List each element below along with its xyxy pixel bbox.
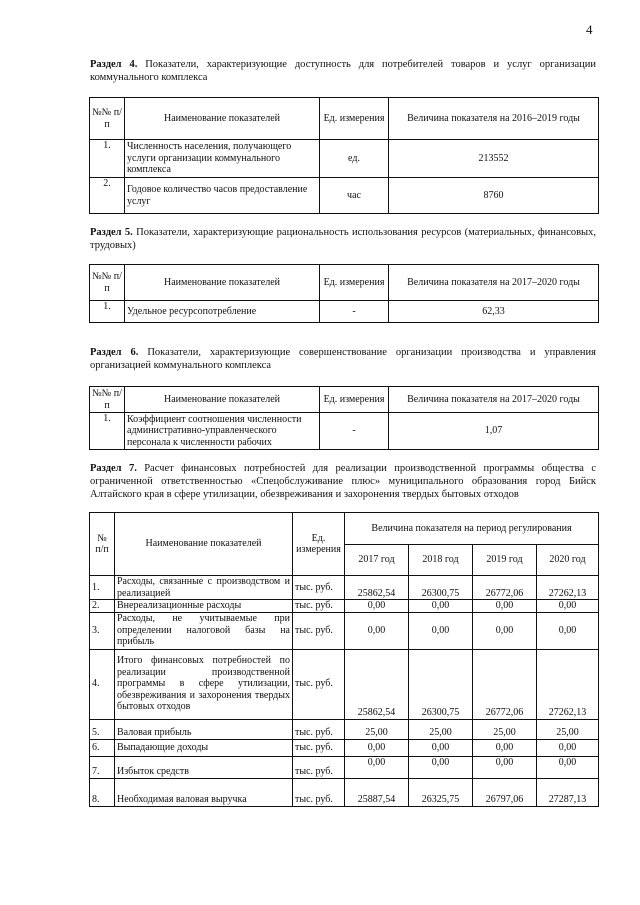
s7-row6-num: 6. [90,739,115,756]
s5-row1-unit: - [320,301,389,323]
s7-row3-v2018: 0,00 [409,612,473,649]
s7-row5-v2020: 25,00 [537,719,599,739]
section6-heading [90,346,596,372]
s6-row1-unit: - [320,413,389,450]
s7-year-2020: 2020 год [537,545,599,576]
table-row [90,413,599,450]
s6-row1-num: 1. [90,413,125,450]
s7-row4-name: Итого финансовых потребностей по реализации производственной программы в сфере утилизации, обезвреживания и захоронения твердых бытовых отходов [115,649,293,719]
s4-row1-num: 1. [90,140,125,178]
s7-row5-v2018: 25,00 [409,719,473,739]
s7-row2-unit: тыс. руб. [293,600,345,613]
s5-row1-name: Удельное ресурсопотребление [125,301,320,323]
s7-row4-v2019: 26772,06 [473,649,537,719]
s7-row8-unit: тыс. руб. [293,778,345,806]
table-row [90,719,599,739]
s7-row3-v2019: 0,00 [473,612,537,649]
table-row [90,301,599,323]
table-row [90,576,599,600]
s7-row3-unit: тыс. руб. [293,612,345,649]
s7-row7-name: Избыток средств [115,756,293,778]
s5-header-unit: Ед. измерения [320,265,389,301]
s5-header-value: Величина показателя на 2017–2020 годы [389,265,599,301]
s4-row1-value: 213552 [389,140,599,178]
s7-row6-unit: тыс. руб. [293,739,345,756]
s7-header-name: Наименование показателей [115,513,293,576]
section6-title: Раздел 6. [90,347,139,358]
s7-row1-v2020: 27262,13 [537,576,599,600]
section7-table [89,512,599,807]
s5-row1-num: 1. [90,301,125,323]
s6-header-num: №№ п/п [90,387,125,413]
table-row [90,612,599,649]
s7-row8-num: 8. [90,778,115,806]
s7-row4-v2020: 27262,13 [537,649,599,719]
table-row [90,778,599,806]
section7-heading [90,462,596,501]
section5-text: Показатели, характеризующие рациональность использования ресурсов (материальных, финансовых, трудовых) [90,227,596,251]
s7-row6-v2020: 0,00 [537,739,599,756]
section5-heading [90,226,596,252]
section6-text: Показатели, характеризующие совершенствование организации производства и управления организацией коммунального комплекса [90,347,596,371]
s7-row5-num: 5. [90,719,115,739]
s7-row2-v2017: 0,00 [345,600,409,613]
s4-row1-name: Численность населения, получающего услуги организации коммунального комплекса [125,140,320,178]
s7-row2-v2019: 0,00 [473,600,537,613]
section6-table [89,386,599,450]
s7-header-num: № п/п [90,513,115,576]
s4-row2-unit: час [320,178,389,214]
section4-heading [90,58,596,84]
s7-row5-unit: тыс. руб. [293,719,345,739]
s7-row7-v2020: 0,00 [537,756,599,778]
table-row [90,140,599,178]
s7-row4-num: 4. [90,649,115,719]
s4-header-name: Наименование показателей [125,98,320,140]
s7-row1-v2018: 26300,75 [409,576,473,600]
s7-row3-v2020: 0,00 [537,612,599,649]
table-row [90,739,599,756]
s4-header-num: №№ п/п [90,98,125,140]
s7-row3-name: Расходы, не учитываемые при определении налоговой базы на прибыль [115,612,293,649]
s4-header-unit: Ед. измерения [320,98,389,140]
s7-row6-v2018: 0,00 [409,739,473,756]
s7-row7-v2018: 0,00 [409,756,473,778]
s7-row8-v2017: 25887,54 [345,778,409,806]
s7-row2-v2020: 0,00 [537,600,599,613]
s7-row2-num: 2. [90,600,115,613]
s7-header-period: Величина показателя на период регулирования [345,513,599,545]
s7-row6-v2019: 0,00 [473,739,537,756]
s7-row8-v2018: 26325,75 [409,778,473,806]
s7-row2-name: Внереализационные расходы [115,600,293,613]
s6-row1-name: Коэффициент соотношения численности административно-управленческого персонала к численности рабочих [125,413,320,450]
s7-row4-unit: тыс. руб. [293,649,345,719]
s7-row7-v2017: 0,00 [345,756,409,778]
s7-row5-v2017: 25,00 [345,719,409,739]
s5-header-name: Наименование показателей [125,265,320,301]
section7-text: Расчет финансовых потребностей для реализации производственной программы общества с ограниченной ответственностью «Спецобслуживание плюс» муниципального образования город Бийск Алтайского края в сфере утилизации, обезвреживания и захоронения твердых бытовых отходов [90,463,596,500]
s4-row2-value: 8760 [389,178,599,214]
s7-row8-v2020: 27287,13 [537,778,599,806]
table-row [90,649,599,719]
s7-year-2017: 2017 год [345,545,409,576]
section4-text: Показатели, характеризующие доступность для потребителей товаров и услуг организации коммунального комплекса [90,59,596,83]
s6-header-value: Величина показателя на 2017–2020 годы [389,387,599,413]
s7-row4-v2017: 25862,54 [345,649,409,719]
s7-row1-v2017: 25862,54 [345,576,409,600]
table-row [90,178,599,214]
s7-row1-name: Расходы, связанные с производством и реализацией [115,576,293,600]
s7-row1-num: 1. [90,576,115,600]
section5-title: Раздел 5. [90,227,133,238]
page-number: 4 [586,22,593,37]
s7-year-2019: 2019 год [473,545,537,576]
s4-row1-unit: ед. [320,140,389,178]
s7-row1-v2019: 26772,06 [473,576,537,600]
s4-row2-name: Годовое количество часов предоставление услуг [125,178,320,214]
s7-row5-name: Валовая прибыль [115,719,293,739]
s7-row7-unit: тыс. руб. [293,756,345,778]
s7-row2-v2018: 0,00 [409,600,473,613]
section5-table [89,264,599,323]
table-row [90,600,599,613]
s6-header-unit: Ед. измерения [320,387,389,413]
s7-row8-name: Необходимая валовая выручка [115,778,293,806]
s5-header-num: №№ п/п [90,265,125,301]
s6-row1-value: 1,07 [389,413,599,450]
section7-title: Раздел 7. [90,463,137,474]
s5-row1-value: 62,33 [389,301,599,323]
section4-table [89,97,599,214]
s7-row6-v2017: 0,00 [345,739,409,756]
s7-row3-v2017: 0,00 [345,612,409,649]
s7-row6-name: Выпадающие доходы [115,739,293,756]
s4-row2-num: 2. [90,178,125,214]
s7-row7-num: 7. [90,756,115,778]
s7-row1-unit: тыс. руб. [293,576,345,600]
s7-year-2018: 2018 год [409,545,473,576]
s7-header-unit: Ед. измерения [293,513,345,576]
s7-row5-v2019: 25,00 [473,719,537,739]
s7-row4-v2018: 26300,75 [409,649,473,719]
s7-row8-v2019: 26797,06 [473,778,537,806]
table-row [90,756,599,778]
s4-header-value: Величина показателя на 2016–2019 годы [389,98,599,140]
s7-row7-v2019: 0,00 [473,756,537,778]
s7-row3-num: 3. [90,612,115,649]
section4-title: Раздел 4. [90,59,138,70]
s6-header-name: Наименование показателей [125,387,320,413]
